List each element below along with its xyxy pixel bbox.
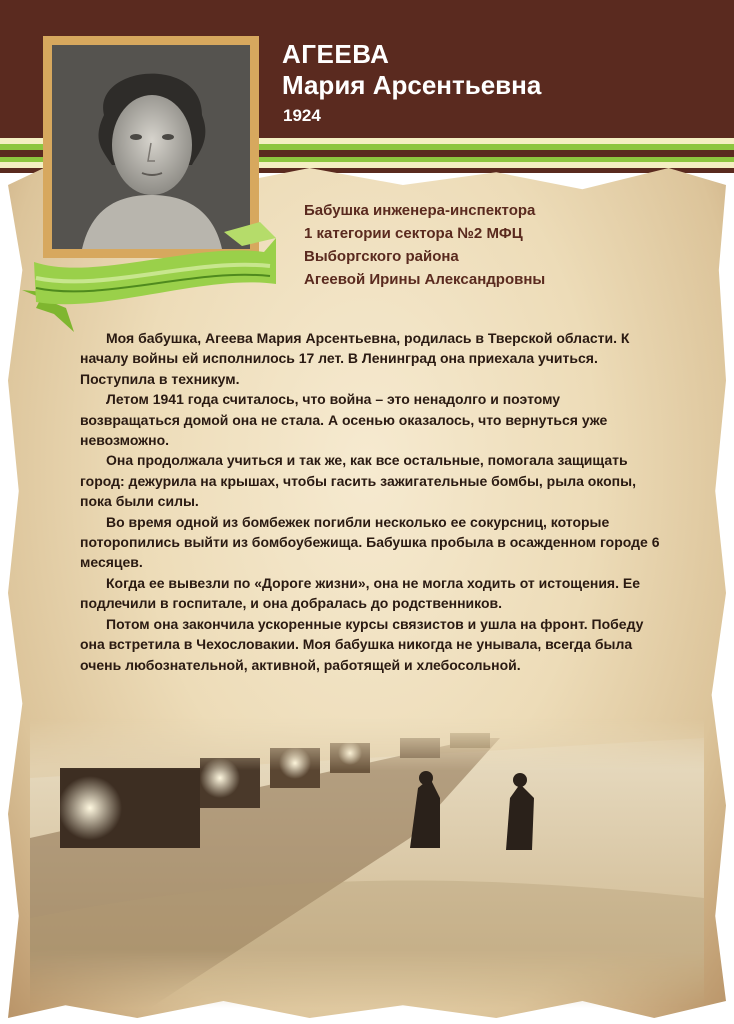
hero-birth-year: 1924 <box>283 106 321 125</box>
story-paragraph: Летом 1941 года считалось, что война – это ненадолго и поэтому возвращаться домой она не стала. А осенью оказалось, что вернуться уже невозможно. <box>80 391 608 449</box>
ribbon-banner <box>14 222 280 334</box>
story-paragraph: Моя бабушка, Агеева Мария Арсентьевна, родилась в Тверской области. К началу войны ей исполнилось 17 лет. В Ленинград она приехала учиться. Поступила в техникум. <box>80 330 630 387</box>
relation-line: 1 категории сектора №2 МФЦ <box>304 225 523 242</box>
story-paragraph: Когда ее вывезли по «Дороге жизни», она не могла ходить от истощения. Ее подлечили в госпитале, и она добралась до родственников. <box>80 574 641 612</box>
hero-surname: АГЕЕВА <box>282 39 390 69</box>
relation-line: Бабушка инженера-инспектора <box>304 202 536 219</box>
relation-line: Выборгского района <box>304 248 459 265</box>
story-paragraph: Во время одной из бомбежек погибли несколько ее сокурсниц, которые поторопились выйти из бомбоубежища. Бабушка пробыла в осажденном городе 6 месяцев. <box>80 513 660 571</box>
story-paragraph: Потом она закончила ускоренные курсы связистов и ушла на фронт. Победу она встретила в Чехословакии. Моя бабушка никогда не унывала, всегда была очень любознательной, активной, работящей и хлебосольной. <box>80 615 644 673</box>
story-text <box>80 328 662 675</box>
name-block <box>282 40 541 128</box>
portrait-photo <box>52 45 250 249</box>
story-paragraph: Она продолжала учиться и так же, как все остальные, помогала защищать город: дежурила на крышах, чтобы гасить зажигательные бомбы, рыла окопы, пока были силы. <box>80 452 636 510</box>
hero-given-names: Мария Арсентьевна <box>282 70 542 100</box>
relation-line: Агеевой Ирины Александровны <box>304 271 546 288</box>
road-of-life-photo <box>30 718 704 1008</box>
relation-block <box>304 199 714 291</box>
